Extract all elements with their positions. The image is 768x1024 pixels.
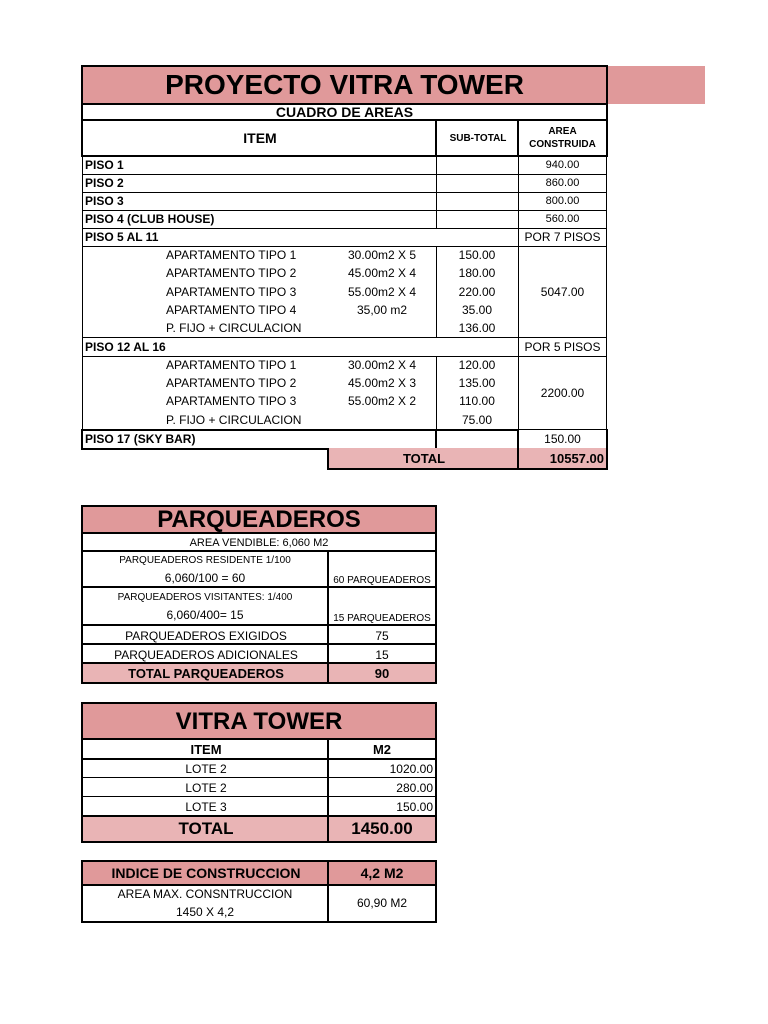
- item-calc: 45.00m2 X 4: [347, 266, 417, 280]
- item-subtotal: 136.00: [458, 321, 496, 335]
- vitra-item: LOTE 2: [81, 758, 329, 778]
- row-subtotal-empty: [436, 192, 518, 211]
- vitra-total-value: 1450.00: [327, 815, 437, 843]
- indice-value: 4,2 M2: [327, 860, 437, 886]
- row-area: 150.00: [517, 429, 608, 450]
- vitra-col-m2: M2: [327, 738, 437, 759]
- row-label: PISO 3: [82, 192, 436, 211]
- column-header-area-line-2: CONSTRUIDA: [529, 139, 596, 150]
- item-name: APARTAMENTO TIPO 3: [166, 285, 297, 299]
- parking-total-value: 90: [327, 662, 437, 684]
- vitra-m2: 280.00: [327, 777, 437, 797]
- item-name: APARTAMENTO TIPO 1: [166, 358, 297, 372]
- item-name: APARTAMENTO TIPO 2: [166, 266, 297, 280]
- row-subtotal-empty: [436, 210, 518, 229]
- item-name: APARTAMENTO TIPO 4: [166, 303, 297, 317]
- parking-title: PARQUEADEROS: [81, 505, 437, 533]
- resident-calc: 6,060/100 = 60: [164, 571, 246, 585]
- item-calc: 55.00m2 X 2: [347, 394, 417, 408]
- area-vendible: AREA VENDIBLE: 6,060 M2: [81, 532, 437, 552]
- group-label: PISO 12 AL 16: [82, 337, 518, 357]
- vitra-col-item: ITEM: [81, 738, 329, 759]
- visitor-label: PARQUEADEROS VISITANTES: 1/400: [117, 591, 293, 603]
- vitra-total-label: TOTAL: [81, 815, 329, 843]
- row-subtotal-empty: [435, 429, 519, 450]
- total-label: TOTAL: [327, 448, 519, 470]
- row-label: PISO 17 (SKY BAR): [81, 429, 437, 450]
- required-label: PARQUEADEROS EXIGIDOS: [81, 624, 329, 645]
- row-area: 940.00: [518, 156, 607, 175]
- row-subtotal-empty: [436, 156, 518, 175]
- row-area: 860.00: [518, 174, 607, 193]
- visitor-value: 15 PARQUEADEROS: [327, 586, 437, 626]
- item-subtotal: 180.00: [458, 266, 496, 280]
- group-total: 5047.00: [518, 246, 607, 338]
- visitor-calc: 6,060/400= 15: [166, 608, 244, 622]
- column-header-subtotal: SUB-TOTAL: [435, 119, 519, 157]
- page-title: PROYECTO VITRA TOWER: [81, 65, 608, 105]
- item-calc: 30.00m2 X 4: [347, 358, 417, 372]
- item-calc: 45.00m2 X 3: [347, 376, 417, 390]
- group-total: 2200.00: [518, 356, 607, 430]
- group-note: POR 7 PISOS: [518, 228, 607, 247]
- vitra-item: LOTE 2: [81, 777, 329, 797]
- item-subtotal: 220.00: [458, 285, 496, 299]
- row-label: PISO 4 (CLUB HOUSE): [82, 210, 436, 229]
- additional-value: 15: [327, 643, 437, 664]
- row-label: PISO 1: [82, 156, 436, 175]
- indice-row-label-2: 1450 X 4,2: [175, 905, 235, 919]
- total-value: 10557.00: [517, 448, 608, 470]
- item-name: APARTAMENTO TIPO 1: [166, 248, 297, 262]
- vitra-item: LOTE 3: [81, 796, 329, 816]
- column-header-area-line-1: AREA: [548, 126, 577, 137]
- item-name: APARTAMENTO TIPO 2: [166, 376, 297, 390]
- item-calc: 35,00 m2: [356, 303, 408, 317]
- item-subtotal: 150.00: [458, 248, 496, 262]
- row-area: 560.00: [518, 210, 607, 229]
- item-subtotal: 75.00: [461, 413, 493, 427]
- item-calc: 55.00m2 X 4: [347, 285, 417, 299]
- row-subtotal-empty: [436, 174, 518, 193]
- row-label: PISO 2: [82, 174, 436, 193]
- indice-title: INDICE DE CONSTRUCCION: [81, 860, 329, 886]
- resident-label: PARQUEADEROS RESIDENTE 1/100: [119, 554, 291, 566]
- item-subtotal: 110.00: [459, 394, 495, 408]
- indice-row-value: 60,90 M2: [327, 884, 437, 923]
- parking-total-label: TOTAL PARQUEADEROS: [81, 662, 329, 684]
- row-area: 800.00: [518, 192, 607, 211]
- vitra-m2: 1020.00: [327, 758, 437, 778]
- group-label: PISO 5 AL 11: [82, 228, 518, 247]
- vitra-m2: 150.00: [327, 796, 437, 816]
- item-subtotal: 120.00: [458, 358, 496, 372]
- item-calc: 30.00m2 X 5: [347, 248, 417, 262]
- item-name: P. FIJO + CIRCULACION: [166, 321, 302, 335]
- additional-label: PARQUEADEROS ADICIONALES: [81, 643, 329, 664]
- item-name: APARTAMENTO TIPO 3: [166, 394, 297, 408]
- resident-value: 60 PARQUEADEROS: [327, 550, 437, 588]
- column-header-area: [517, 119, 608, 157]
- item-subtotal: 135.00: [458, 376, 496, 390]
- column-header-item: ITEM: [81, 119, 437, 157]
- item-subtotal: 35.00: [461, 303, 493, 317]
- vitra-title: VITRA TOWER: [81, 702, 437, 740]
- indice-row-label-1: AREA MAX. CONSNTRUCCION: [117, 887, 293, 901]
- table-subtitle: CUADRO DE AREAS: [81, 104, 608, 120]
- item-name: P. FIJO + CIRCULACION: [166, 413, 302, 427]
- group-note: POR 5 PISOS: [518, 337, 607, 357]
- required-value: 75: [327, 624, 437, 645]
